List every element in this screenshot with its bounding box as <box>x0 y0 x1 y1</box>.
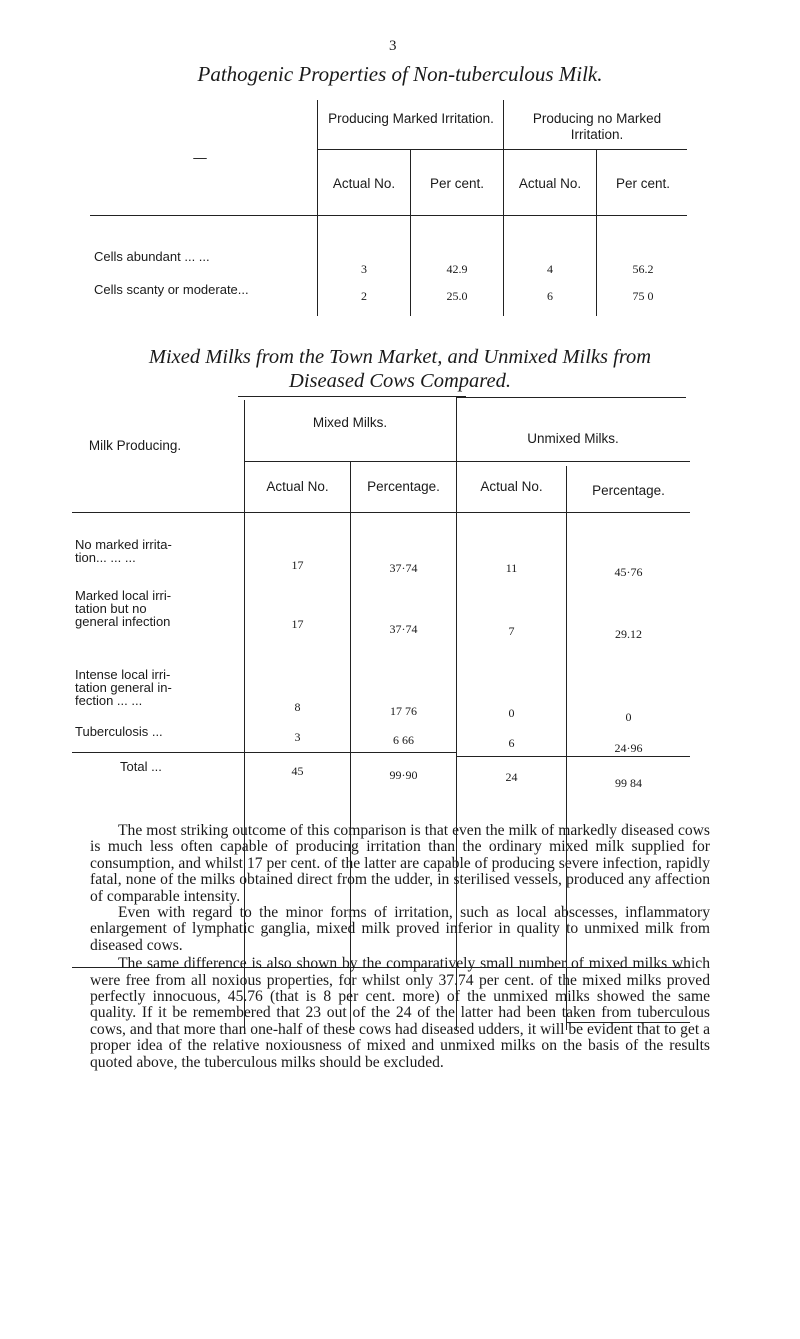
t2-col-percent-1: Percentage. <box>367 479 440 494</box>
t2-row-label-line: tation general in- <box>75 680 172 695</box>
t2-cell: 37·74 <box>389 622 418 636</box>
t1-group2-header: Producing no Marked Irritation. <box>532 111 662 142</box>
page-number: 3 <box>389 38 397 54</box>
t2-cell: 11 <box>505 561 518 575</box>
t2-group1-header: Mixed Milks. <box>312 415 388 430</box>
table2-title-line2: Diseased Cows Compared. <box>289 370 511 392</box>
paragraph-1b: Even with regard to the minor forms of irritation, such as local abscesses, inflammatory enlargement of lymphatic ganglia, mixed milk proved inferior in quality to unmixed milk from diseased cows. <box>90 904 710 954</box>
table1-title: Pathogenic Properties of Non-tuberculous Milk. <box>197 62 603 86</box>
paragraph-2: The same difference is also shown by the comparatively small number of mixed milks which were free from all noxious properties, for whilst only 37.74 per cent. of the mixed milks proved perfectly innocuous, 45.76 (that is 8 per cent. more) of the unmixed milks showed the same quality. If it be remembered that 23 out of the 24 of the latter had been taken from tuberculous cows, and that more than one-half of these cows had diseased udders, it will be evident that to get a proper idea of the relative noxiousness of mixed and unmixed milks on the basis of the results quoted above, the tuberculous milks should be excluded. <box>90 955 710 1071</box>
t2-cell: 7 <box>508 624 515 638</box>
t1-col-percent-2: Per cent. <box>615 176 671 191</box>
t2-row-label-line: No marked irrita- <box>75 537 172 552</box>
t2-row-label <box>75 589 171 628</box>
t2-cell: 17 76 <box>390 704 417 718</box>
t1-cell: 25.0 <box>446 289 468 303</box>
t1-hline-2 <box>90 215 687 216</box>
t1-cell: 56.2 <box>632 262 654 276</box>
t2-total-cell: 99·90 <box>389 768 418 782</box>
t1-hline-1 <box>317 149 687 150</box>
t1-group1-header: Producing Marked Irritation. <box>328 111 494 126</box>
t1-cell: 6 <box>547 289 553 303</box>
t2-total-rule-left <box>72 752 456 753</box>
t2-row-label-line: tion... ... ... <box>75 550 136 565</box>
t2-total-cell: 99 84 <box>615 776 642 790</box>
t2-row-label <box>75 668 172 707</box>
t2-cell: 45·76 <box>614 565 643 579</box>
t2-total-cell: 45 <box>291 764 304 778</box>
t2-cell: 29.12 <box>615 627 642 641</box>
t2-cell: 6 66 <box>393 733 414 747</box>
t1-cell: 4 <box>547 262 553 276</box>
t1-row-label: Cells scanty or moderate... <box>94 282 249 297</box>
t2-row-label <box>75 538 172 564</box>
t2-row-label-line: fection ... ... <box>75 693 143 708</box>
t1-row-label: Cells abundant ... ... <box>94 249 210 264</box>
table2-title <box>0 345 800 393</box>
t2-cell: 17 <box>291 558 304 572</box>
t1-col-actual-1: Actual No. <box>332 176 396 191</box>
t2-cell: 6 <box>508 736 515 750</box>
t1-cell: 42.9 <box>446 262 468 276</box>
t2-row-label-line: Marked local irri- <box>75 588 172 603</box>
t1-cell: 2 <box>361 289 367 303</box>
t2-row-label-line: general infection <box>75 614 171 629</box>
t2-cell: 24·96 <box>614 741 643 755</box>
table2-title-line1: Mixed Milks from the Town Market, and Unmixed Milks from <box>148 346 652 368</box>
t2-title-rule <box>238 396 466 397</box>
t1-cell: 75 0 <box>632 289 654 303</box>
t2-col-actual-1: Actual No. <box>266 479 329 494</box>
t2-row-label-line: tation but no <box>75 601 147 616</box>
t2-hline-1 <box>244 461 690 462</box>
t2-col-actual-2: Actual No. <box>480 479 543 494</box>
t2-top-rule <box>456 397 686 398</box>
t1-col-actual-2: Actual No. <box>518 176 582 191</box>
t2-row-label <box>75 725 163 738</box>
t2-cell: 0 <box>508 706 515 720</box>
t2-row-header: Milk Producing. <box>88 438 182 453</box>
t1-vline-b <box>503 100 504 316</box>
t2-row-label-line: Intense local irri- <box>75 667 171 682</box>
t1-cell: 3 <box>361 262 367 276</box>
t2-cell: 17 <box>291 617 304 631</box>
t2-group2-header: Unmixed Milks. <box>527 431 619 446</box>
t1-vline-a <box>317 100 318 316</box>
t2-hline-2 <box>72 512 690 513</box>
t1-corner: — <box>193 150 207 165</box>
t2-row-label-line: Tuberculosis ... <box>75 724 163 739</box>
t2-total-rule-right <box>456 756 690 757</box>
t2-total-cell: 24 <box>505 770 518 784</box>
t2-total-label: Total ... <box>120 759 162 774</box>
paragraph-1a: The most striking outcome of this comparison is that even the milk of markedly diseased cows is much less often capable of producing irritation than the ordinary mixed milk supplied for consumption, and whilst 17 per cent. of the latter are capable of producing severe infection, rapidly fatal, none of the milks obtained direct from the udder, in sterilised vessels, produced any affection of comparable intensity. <box>90 822 710 905</box>
t2-cell: 0 <box>625 710 632 724</box>
t2-cell: 37·74 <box>389 561 418 575</box>
t2-col-percent-2: Percentage. <box>592 483 665 498</box>
t1-col-percent-1: Per cent. <box>429 176 485 191</box>
t2-cell: 8 <box>294 700 301 714</box>
t2-cell: 3 <box>294 730 301 744</box>
body-text <box>90 823 710 1071</box>
